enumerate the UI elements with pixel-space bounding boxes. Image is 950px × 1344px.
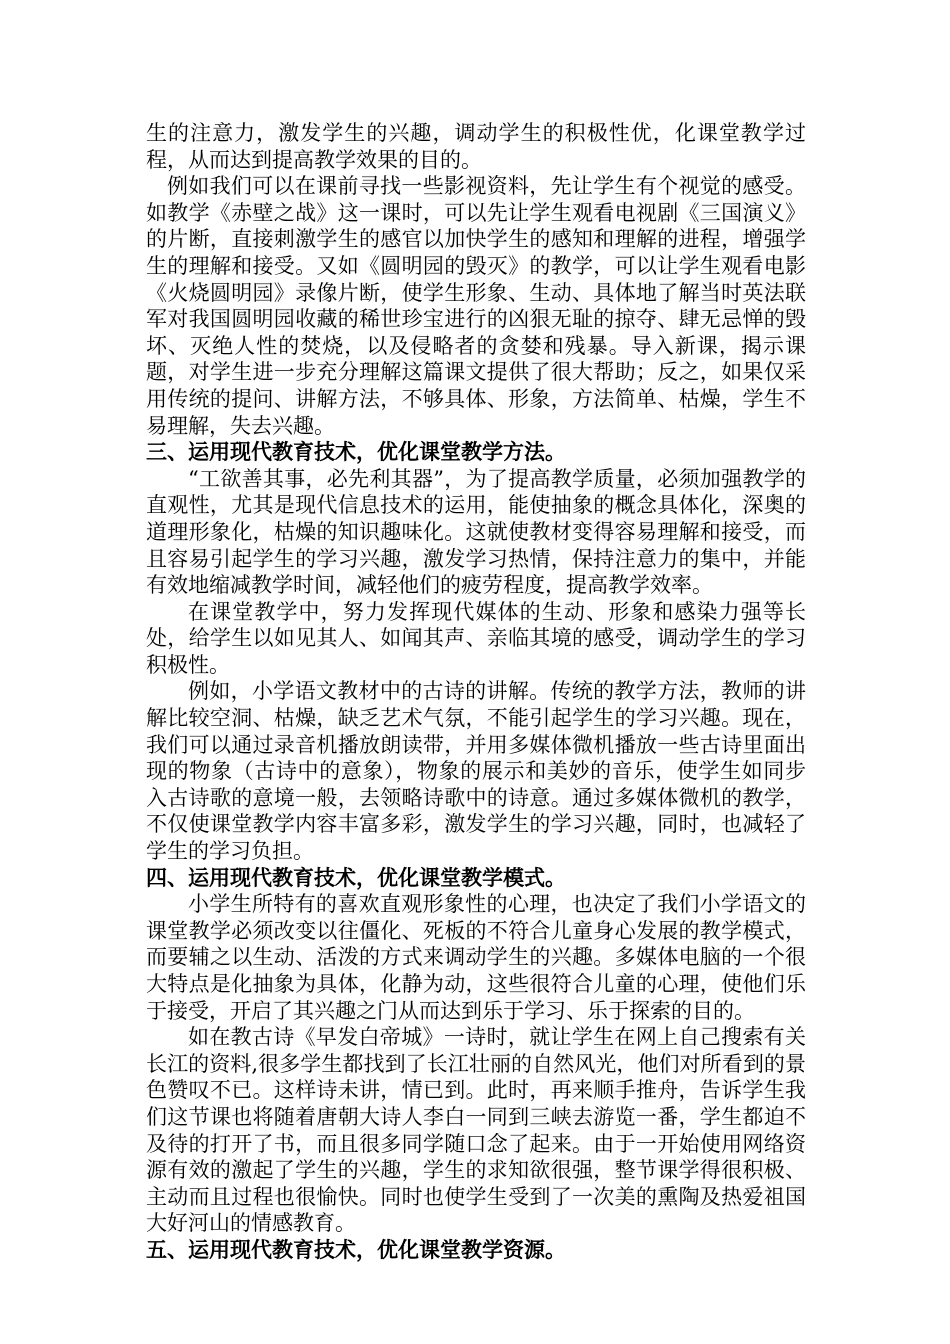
paragraph-baidicheng-example: 如在教古诗《早发白帝城》一诗时，就让学生在网上自己搜索有关长江的资料,很多学生都找到了长江壮丽的自然风光，他们对所看到的景色赞叹不已。这样诗未讲，情已到。此时，再来顺手推舟，告诉学生我们这节课也将随着唐朝大诗人李白一同到三峡去游览一番，学生都迫不及待的打开了书，而且很多同学随口念了起来。由于一开始使用网络资源有效的激起了学生的兴趣，学生的求知欲很强，整节课学得很积极、主动而且过程也很愉快。同时也使学生受到了一次美的熏陶及热爱祖国大好河山的情感教育。	[146, 1025, 806, 1236]
paragraph-teaching-model: 小学生所特有的喜欢直观形象性的心理，也决定了我们小学语文的课堂教学必须改变以往僵化、死板的不符合儿童身心发展的教学模式，而要辅之以生动、活泼的方式来调动学生的兴趣。多媒体电脑的一个很大特点是化抽象为具体，化静为动，这些很符合儿童的心理，使他们乐于接受，开启了其兴趣之门从而达到乐于学习、乐于探索的目的。	[146, 892, 806, 1023]
section-heading-3: 三、运用现代教育技术，优化课堂教学方法。	[146, 439, 566, 465]
paragraph-video-example: 例如我们可以在课前寻找一些影视资料，先让学生有个视觉的感受。如教学《赤壁之战》这一课时，可以先让学生观看电视剧《三国演义》的片断，直接刺激学生的感官以加快学生的感知和理解的进程，增强学生的理解和接受。又如《圆明园的毁灭》的教学，可以让学生观看电影《火烧圆明园》录像片断，使学生形象、生动、具体地了解当时英法联军对我国圆明园收藏的稀世珍宝进行的凶狠无耻的掠夺、肆无忌惮的毁坏、灭绝人性的焚烧，以及侵略者的贪婪和残暴。导入新课，揭示课题，对学生进一步充分理解这篇课文提供了很大帮助；反之，如果仅采用传统的提问、讲解方法，不够具体、形象，方法简单、枯燥，学生不易理解，失去兴趣。	[146, 174, 806, 438]
section-heading-4: 四、运用现代教育技术，优化课堂教学模式。	[146, 864, 566, 890]
document-body	[146, 120, 806, 1264]
paragraph-continuation: 生的注意力，激发学生的兴趣，调动学生的积极性优，化课堂教学过程，从而达到提高教学效果的目的。	[146, 121, 806, 172]
paragraph-tools-quote: “工欲善其事，必先利其器”，为了提高教学质量，必须加强教学的直观性，尤其是现代信息技术的运用，能使抽象的概念具体化，深奥的道理形象化，枯燥的知识趣味化。这就使教材变得容易理解和接受，而且容易引起学生的学习兴趣，激发学习热情，保持注意力的集中，并能有效地缩减教学时间，减轻他们的疲劳程度，提高教学效率。	[146, 466, 806, 598]
paragraph-poetry-example: 例如，小学语文教材中的古诗的讲解。传统的教学方法，教师的讲解比较空洞、枯燥，缺乏艺术气氛，不能引起学生的学习兴趣。现在，我们可以通过录音机播放朗读带，并用多媒体微机播放一些古诗里面出现的物象（古诗中的意象），物象的展示和美妙的音乐，使学生如同步入古诗歌的意境一般，去领略诗歌中的诗意。通过多媒体微机的教学，不仅使课堂教学内容丰富多彩，激发学生的学习兴趣，同时，也减轻了学生的学习负担。	[146, 679, 806, 864]
paragraph-media-strengths: 在课堂教学中，努力发挥现代媒体的生动、形象和感染力强等长处，给学生以如见其人、如闻其声、亲临其境的感受，调动学生的学习积极性。	[146, 599, 806, 677]
section-heading-5: 五、运用现代教育技术，优化课堂教学资源。	[146, 1236, 566, 1262]
